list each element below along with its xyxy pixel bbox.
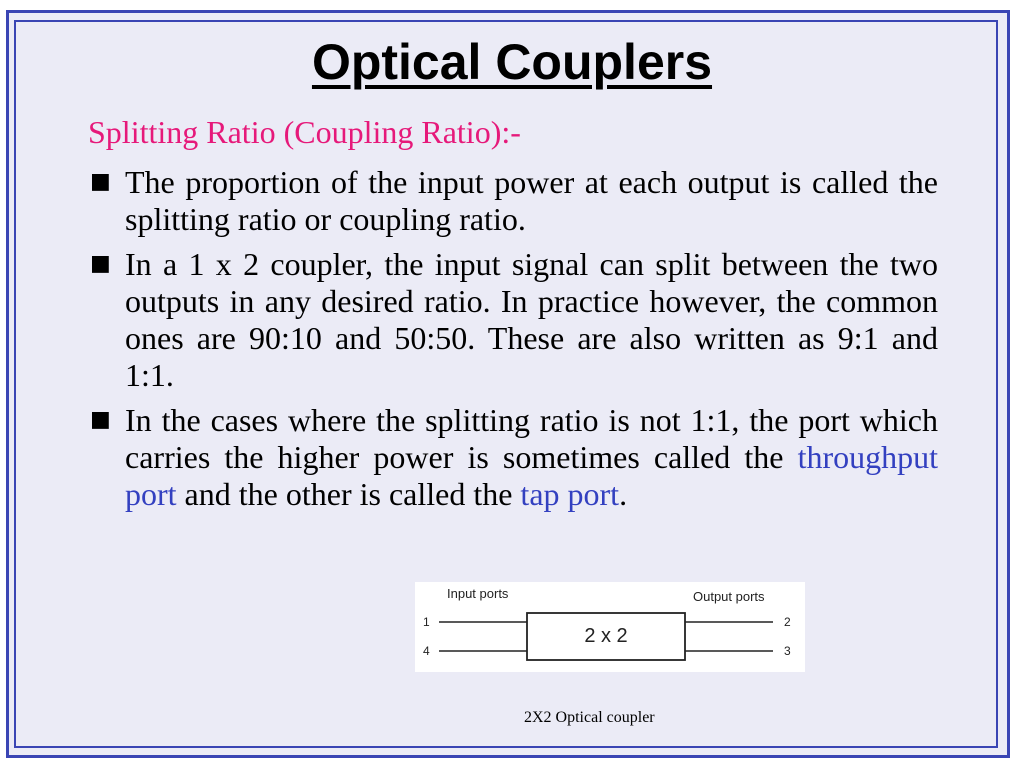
bullet-text-mid: and the other is called the xyxy=(176,476,521,512)
output-ports-label: Output ports xyxy=(693,589,765,604)
bullet-text: In a 1 x 2 coupler, the input signal can split between the two outputs in any desired ratio. In practice however, the common ones are 90:10 and 50:50. These are also written as 9:1 and 1:1. xyxy=(125,246,938,393)
bullet-item xyxy=(88,246,938,394)
tap-port-term: tap port xyxy=(520,476,620,512)
bullet-text-post: . xyxy=(619,476,628,512)
square-bullet-icon: ■ xyxy=(90,169,111,194)
bullet-text: The proportion of the input power at each output is called the splitting ratio or coupling ratio. xyxy=(125,164,938,237)
square-bullet-icon: ■ xyxy=(90,251,111,276)
square-bullet-icon: ■ xyxy=(90,407,111,432)
coupler-diagram xyxy=(415,582,805,672)
bullet-text-pre: In the cases where the splitting ratio is not 1:1, the port which carries the higher power is sometimes called the xyxy=(125,402,938,475)
port-label-1: 1 xyxy=(423,615,430,629)
throughput-port-term: throughput port xyxy=(125,439,938,512)
port-label-4: 4 xyxy=(423,644,430,658)
bullet-list xyxy=(88,164,938,521)
port-label-2: 2 xyxy=(784,615,791,629)
coupler-box-label: 2 x 2 xyxy=(584,625,628,647)
bullet-item xyxy=(88,164,938,238)
slide-title: Optical Couplers xyxy=(311,34,713,90)
subheading: Splitting Ratio (Coupling Ratio):- xyxy=(88,114,521,150)
input-ports-label: Input ports xyxy=(447,586,509,601)
figure-caption: 2X2 Optical coupler xyxy=(524,709,655,726)
port-label-3: 3 xyxy=(784,644,791,658)
bullet-item xyxy=(88,402,938,513)
